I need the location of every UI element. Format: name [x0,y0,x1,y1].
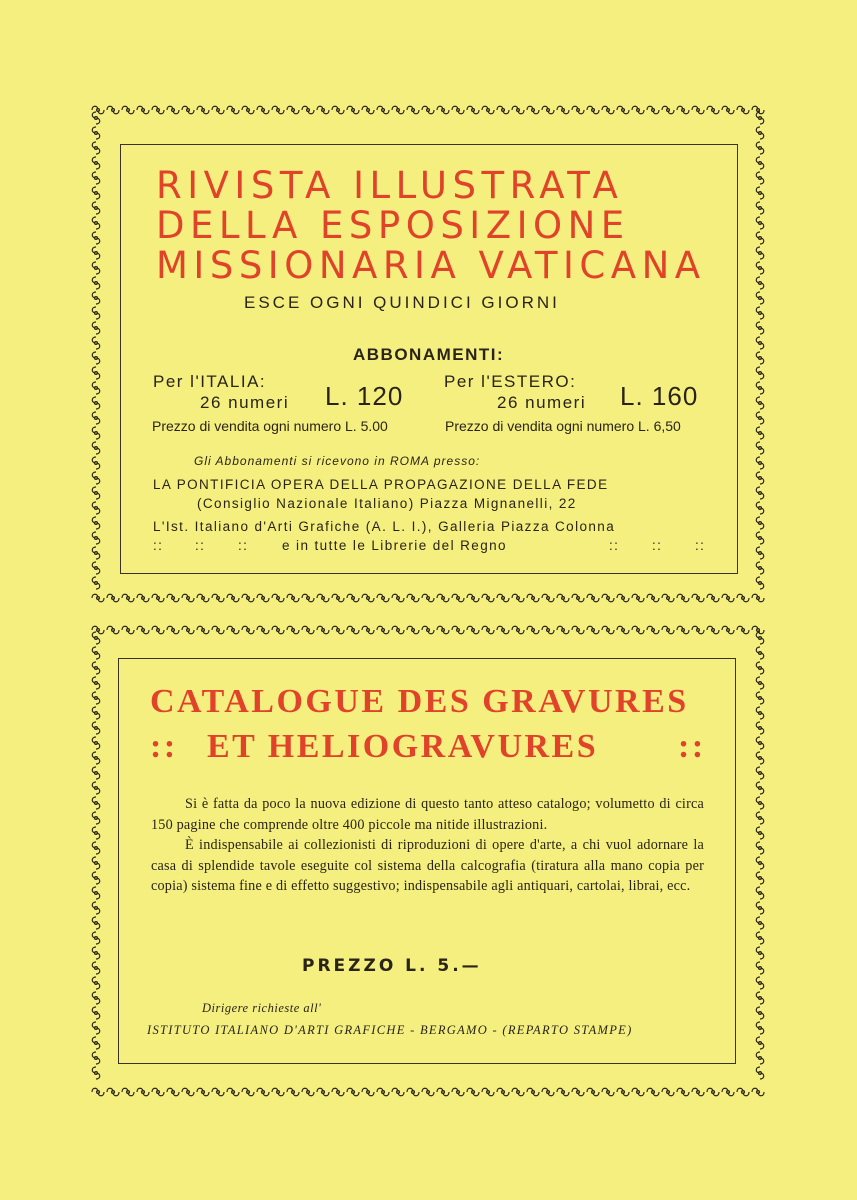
catalogue-paragraph-2: È indispensabile ai collezionisti di riproduzioni di opere d'arte, a chi vuol adornare la casa di splendide tavole eseguite col sistema della calcografia (tiratura alla mano copia per copia) sistema fine e di effetto suggestivo; indispensabile agli antiquari, cartolai, librai, ecc. [151,837,704,894]
rivista-subtitle: ESCE OGNI QUINDICI GIORNI [244,293,560,312]
abbonamenti-note: Gli Abbonamenti si ricevono in ROMA presso: [194,454,481,468]
estero-prezzo-vendita: Prezzo di vendita ogni numero L. 6,50 [445,418,681,434]
separator-dots: :: [195,538,206,553]
rivista-title-line-2: DELLA ESPOSIZIONE [156,204,630,247]
catalogue-description [151,794,704,897]
estero-label: Per l'ESTERO: [444,372,577,391]
italia-price: L. 120 [325,381,404,411]
separator-dots: :: [153,538,164,553]
separator-dots: :: [695,538,706,553]
abbonamenti-heading: ABBONAMENTI: [353,345,505,364]
catalogue-title-sep-left: :: [150,728,178,765]
separator-dots: :: [609,538,620,553]
catalogue-price: PREZZO L. 5.— [302,956,482,976]
librerie-line: e in tutte le Librerie del Regno [282,538,507,553]
italia-label: Per l'ITALIA: [153,372,267,391]
catalogue-title-sep-right: :: [678,728,706,765]
istituto-line: L'Ist. Italiano d'Arti Grafiche (A. L. I.), Galleria Piazza Colonna [153,519,616,534]
estero-price: L. 160 [620,381,699,411]
separator-dots: :: [652,538,663,553]
consiglio-line: (Consiglio Nazionale Italiano) Piazza Mignanelli, 22 [197,496,577,511]
catalogue-title-line-2: ET HELIOGRAVURES [207,728,599,765]
rivista-title-line-1: RIVISTA ILLUSTRATA [156,164,624,207]
istituto-address: ISTITUTO ITALIANO D'ARTI GRAFICHE - BERGAMO - (REPARTO STAMPE) [147,1023,633,1037]
italia-prezzo-vendita: Prezzo di vendita ogni numero L. 5.00 [152,418,388,434]
rivista-title-line-3: MISSIONARIA VATICANA [156,244,706,287]
catalogue-advert-panel [90,624,766,1098]
catalogue-title-line-1: CATALOGUE DES GRAVURES [150,683,689,720]
estero-numeri: 26 numeri [497,393,587,412]
italia-numeri: 26 numeri [200,393,290,412]
rivista-advert-panel [90,104,766,604]
pontificia-line: LA PONTIFICIA OPERA DELLA PROPAGAZIONE DELLA FEDE [153,477,609,492]
dirigere-label: Dirigere richieste all' [202,1001,322,1015]
separator-dots: :: [238,538,249,553]
catalogue-paragraph-1: Si è fatta da poco la nuova edizione di questo tanto atteso catalogo; volumetto di circa 150 pagine che comprende oltre 400 piccole ma nitide illustrazioni. [151,796,704,833]
